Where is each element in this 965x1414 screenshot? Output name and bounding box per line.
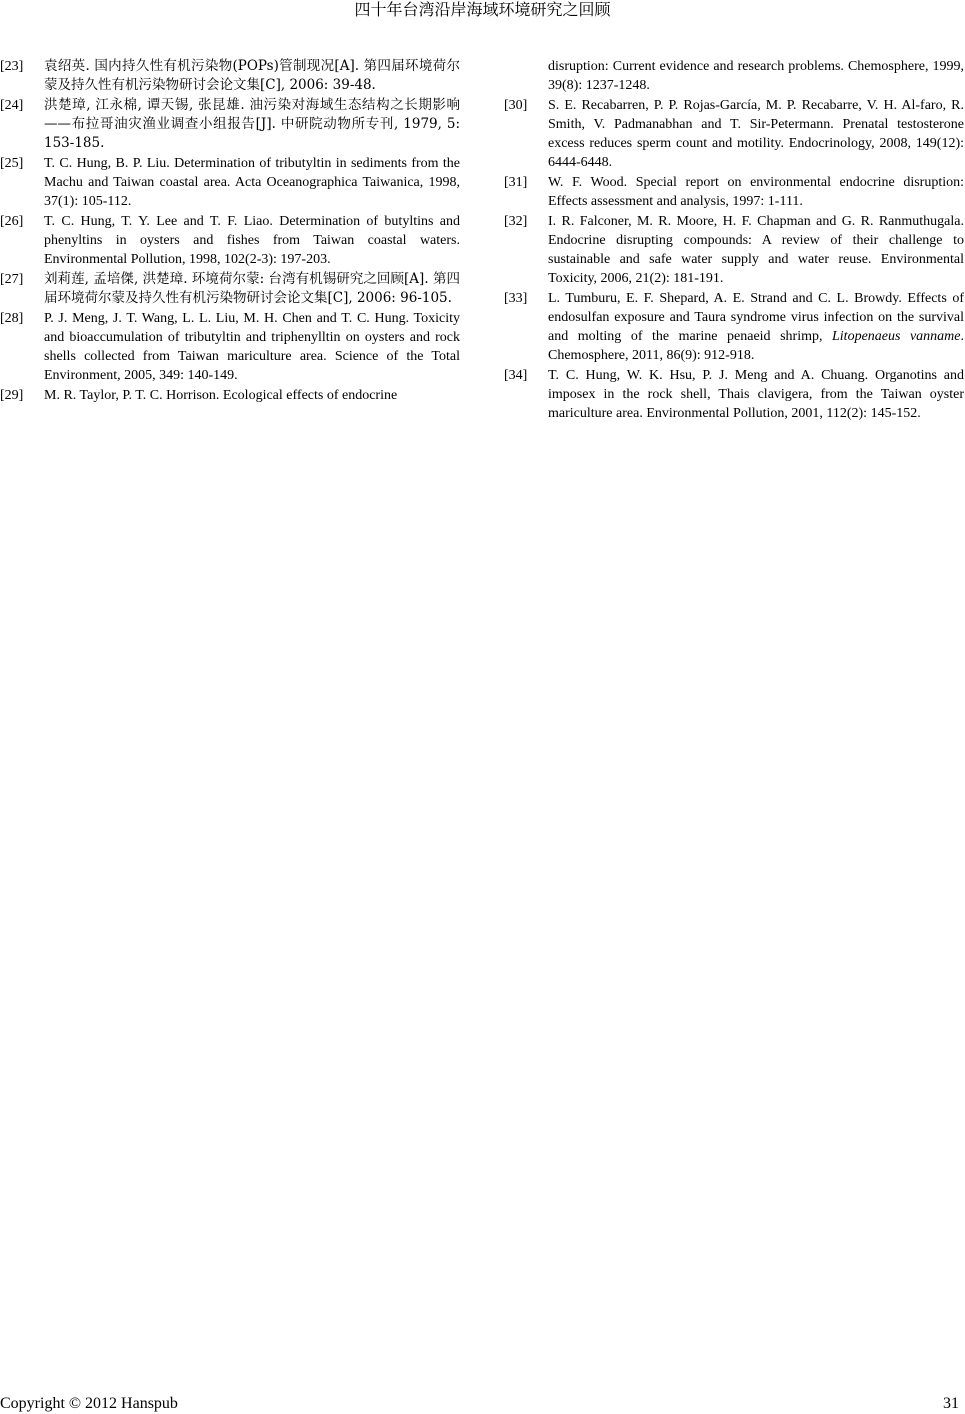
reference-item <box>0 96 462 153</box>
reference-item <box>0 270 462 308</box>
reference-text: 洪楚璋, 江永棉, 谭天锡, 张昆雄. 油污染对海域生态结构之长期影响——布拉哥油灾渔业调查小组报告[J]. 中研院动物所专刊, 1979, 5: 153-185. <box>44 97 460 151</box>
reference-number: [32] <box>504 214 528 229</box>
reference-text: T. C. Hung, T. Y. Lee and T. F. Liao. Determination of butyltins and phenyltins in oysters and fishes from Taiwan coastal waters. Environmental Pollution, 1998, 102(2-3): 197-203. <box>44 214 460 267</box>
reference-text: I. R. Falconer, M. R. Moore, H. F. Chapman and G. R. Ranmuthugala. Endocrine disrupting compounds: A review of their challenge to sustainable and safe water supply and water reuse. Environmental Toxicity, 2006, 21(2): 181-191. <box>548 214 964 286</box>
reference-text: disruption: Current evidence and research problems. Chemosphere, 1999, 39(8): 1237-1248. <box>548 59 964 93</box>
reference-text <box>548 289 964 365</box>
reference-item <box>504 173 965 211</box>
reference-number: [34] <box>504 368 528 383</box>
reference-number: [24] <box>0 98 24 113</box>
reference-item <box>0 154 462 211</box>
reference-number: [26] <box>0 214 24 229</box>
reference-list-left <box>0 57 462 406</box>
reference-number: [23] <box>0 59 24 74</box>
reference-text: W. F. Wood. Special report on environmental endocrine disruption: Effects assessment and analysis, 1997: 1-111. <box>548 175 964 209</box>
reference-text-part: L. Tumburu, E. F. Shepard, A. E. Strand and C. L. Browdy. Effects of endosulfan exposure and Taura syndrome virus infection on the survival and molting of the marine penaeid shrimp, <box>548 291 964 344</box>
reference-item <box>0 309 462 385</box>
reference-number <box>504 57 548 95</box>
reference-number: [33] <box>504 291 528 306</box>
page-number: 31 <box>943 1395 959 1412</box>
reference-text: T. C. Hung, W. K. Hsu, P. J. Meng and A. Chuang. Organotins and imposex in the rock shell, Thais clavigera, from the Taiwan oyster mariculture area. Environmental Pollution, 2001, 112(2): 145-152. <box>548 368 964 421</box>
reference-list-right <box>504 57 965 424</box>
reference-item <box>0 212 462 269</box>
reference-number: [25] <box>0 156 24 171</box>
running-title: 四十年台湾沿岸海域环境研究之回顾 <box>354 0 611 19</box>
reference-number: [29] <box>0 388 24 403</box>
reference-text: T. C. Hung, B. P. Liu. Determination of tributyltin in sediments from the Machu and Taiwan coastal area. Acta Oceanographica Taiwanica, 1998, 37(1): 105-112. <box>44 156 460 209</box>
reference-text: 刘莉莲, 孟培傑, 洪楚璋. 环境荷尔蒙: 台湾有机锡研究之回顾[A]. 第四届环境荷尔蒙及持久性有机污染物研讨会论文集[C], 2006: 96-105. <box>44 271 460 306</box>
reference-item <box>504 366 965 423</box>
reference-item <box>504 96 965 172</box>
reference-number: [28] <box>0 311 24 326</box>
reference-text: S. E. Recabarren, P. P. Rojas-García, M. P. Recabarre, V. H. Al-faro, R. Smith, V. Padmanabhan and T. Sir-Petermann. Prenatal testosterone excess reduces sperm count and motility. Endocrinology, 2008, 149(12): 6444-6448. <box>548 98 964 170</box>
species-name: Litopenaeus vanname <box>832 329 961 344</box>
reference-item <box>0 57 462 95</box>
reference-text: M. R. Taylor, P. T. C. Horrison. Ecological effects of endocrine <box>44 388 398 403</box>
reference-item <box>504 289 965 365</box>
reference-number: [30] <box>504 98 528 113</box>
reference-text-part: . Chemosphere, 2011, 86(9): 912-918. <box>548 329 965 363</box>
reference-item <box>504 212 965 288</box>
reference-item <box>504 57 965 95</box>
reference-item <box>0 386 462 405</box>
reference-text: P. J. Meng, J. T. Wang, L. L. Liu, M. H. Chen and T. C. Hung. Toxicity and bioaccumulation of tributyltin and triphenylltin on oysters and rock shells collected from Taiwan mariculture area. Science of the Total Environment, 2005, 349: 140-149. <box>44 311 460 383</box>
reference-number: [27] <box>0 272 24 287</box>
reference-text: 袁绍英. 国内持久性有机污染物(POPs)管制现况[A]. 第四届环境荷尔蒙及持久性有机污染物研讨会论文集[C], 2006: 39-48. <box>44 58 460 93</box>
reference-number: [31] <box>504 175 528 190</box>
copyright-notice: Copyright © 2012 Hanspub <box>0 1395 178 1412</box>
